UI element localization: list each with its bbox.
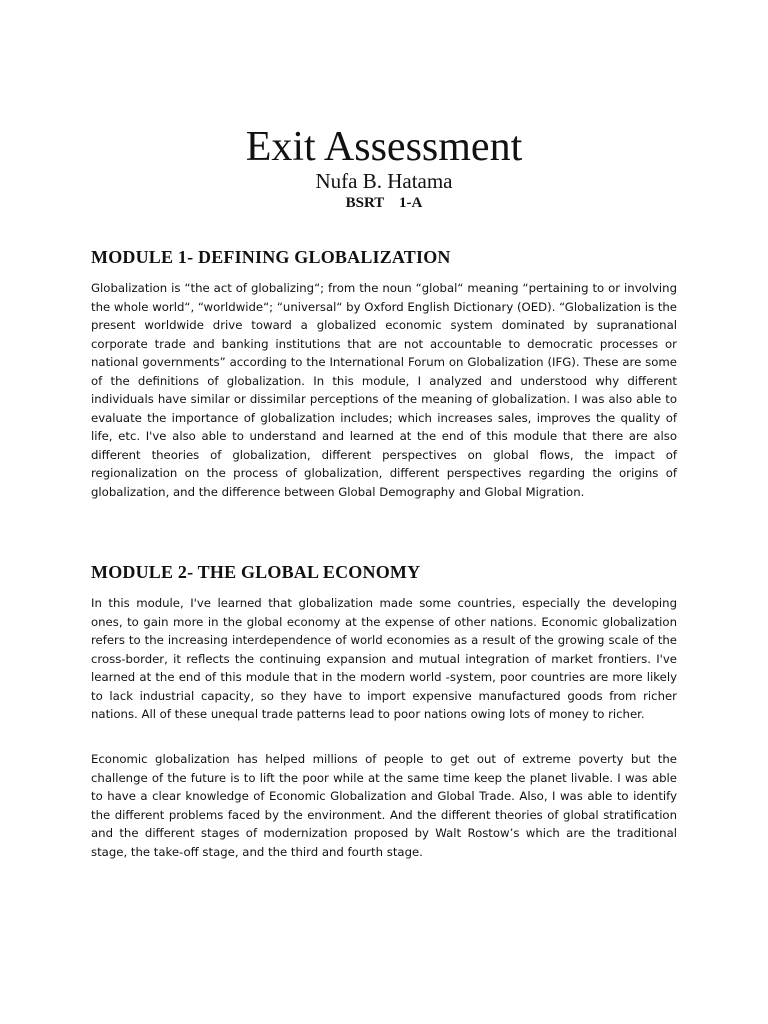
author-name: Nufa B. Hatama [315,169,453,193]
module-1-paragraph: Globalization is “the act of globalizing“; from the noun “global“ meaning “pertaining to or involving the whole world“, “worldwide“; “universal“ by Oxford English Dictionary (OED). “Globalization is the present worldwide drive toward a globalized economic system dominated by supranational corporate trade and banking institutions that are not accountable to democratic processes or national governments” according to the International Forum on Globalization (IFG). These are some of the definitions of globalization. In this module, I analyzed and understood why different individuals have similar or dissimilar perceptions of the meaning of globalization. I was also able to evaluate the importance of globalization includes; which increases sales, improves the quality of life, etc. I've also able to understand and learned at the end of this module that there are also different theories of globalization, different perspectives on global flows, the impact of regionalization on the process of globalization, different perspectives regarding the origins of globalization, and the difference between Global Demography and Global Migration. [91,281,677,499]
module-2-heading: MODULE 2- THE GLOBAL ECONOMY [91,562,421,582]
section-label: BSRT 1-A [345,195,423,211]
module-1-heading: MODULE 1- DEFINING GLOBALIZATION [91,247,451,267]
document-title: Exit Assessment [245,124,523,170]
module-2-paragraph-1: In this module, I've learned that globalization made some countries, especially the developing ones, to gain more in the global economy at the expense of other nations. Economic globalization refers to the increasing interdependence of world economies as a result of the growing scale of the cross-border, it reflects the continuing expansion and mutual integration of market frontiers. I've learned at the end of this module that in the modern world -system, poor countries are more likely to lack industrial capacity, so they have to import expensive manufactured goods from richer nations. All of these unequal trade patterns lead to poor nations owing lots of money to richer. [91,596,677,721]
module-2-paragraph-2: Economic globalization has helped millions of people to get out of extreme poverty but the challenge of the future is to lift the poor while at the same time keep the planet livable. I was able to have a clear knowledge of Economic Globalization and Global Trade. Also, I was able to identify the different problems faced by the environment. And the different theories of global stratification and the different stages of modernization proposed by Walt Rostow’s which are the traditional stage, the take-off stage, and the third and fourth stage. [91,752,677,859]
